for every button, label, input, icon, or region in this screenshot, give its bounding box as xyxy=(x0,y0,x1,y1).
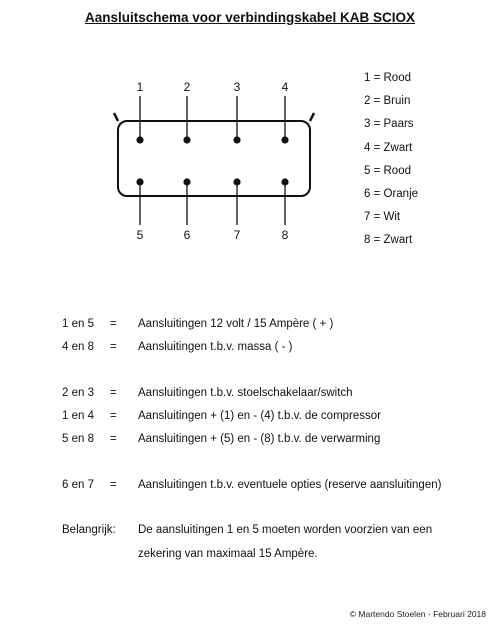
pin-dot-bottom xyxy=(281,178,288,185)
pin-dot-top xyxy=(281,136,288,143)
pin-number-top: 1 xyxy=(136,80,144,94)
equals-sign: = xyxy=(110,341,117,353)
connection-pins: 2 en 3 xyxy=(62,387,94,399)
legend-item: 7 = Wit xyxy=(364,211,401,224)
pin-number-bottom: 8 xyxy=(281,228,289,242)
pin-number-bottom: 5 xyxy=(136,228,144,242)
pin-number-top: 4 xyxy=(281,80,289,94)
color-legend xyxy=(364,71,418,257)
equals-sign: = xyxy=(110,479,117,491)
pin-dot-bottom xyxy=(183,178,190,185)
pin-dot-bottom xyxy=(233,178,240,185)
equals-sign: = xyxy=(110,318,117,330)
legend-item: 6 = Oranje xyxy=(364,187,419,200)
connection-description: Aansluitingen t.b.v. eventuele opties (reserve aansluitingen) xyxy=(138,479,442,491)
legend-item: 2 = Bruin xyxy=(364,95,411,108)
pin-dot-top xyxy=(183,136,190,143)
connection-description: Aansluitingen t.b.v. massa ( - ) xyxy=(138,341,293,353)
legend-item: 8 = Zwart xyxy=(364,234,413,247)
connection-pins: 6 en 7 xyxy=(62,479,94,491)
connector-body xyxy=(118,121,310,196)
pin-number-top: 2 xyxy=(183,80,191,94)
connection-pins: 4 en 8 xyxy=(62,341,94,353)
pin-number-bottom: 7 xyxy=(233,228,241,242)
page-title: Aansluitschema voor verbindingskabel KAB SCIOX xyxy=(84,10,416,25)
equals-sign: = xyxy=(110,387,117,399)
note-line-2: zekering van maximaal 15 Ampère. xyxy=(138,548,318,560)
connector-tab-left xyxy=(114,113,118,121)
connection-pins: 1 en 4 xyxy=(62,410,94,422)
connection-description: Aansluitingen + (1) en - (4) t.b.v. de compressor xyxy=(138,410,381,422)
pin-number-top: 3 xyxy=(233,80,241,94)
legend-item: 4 = Zwart xyxy=(364,141,413,154)
pin-dot-bottom xyxy=(136,178,143,185)
connector-tab-right xyxy=(310,113,314,121)
legend-item: 3 = Paars xyxy=(364,118,414,131)
legend-item: 5 = Rood xyxy=(364,164,411,177)
pin-number-bottom: 6 xyxy=(183,228,191,242)
note-label: Belangrijk: xyxy=(62,524,116,536)
connector-diagram xyxy=(0,0,500,300)
copyright-footer: © Martendo Stoelen - Februari 2018 xyxy=(349,609,486,619)
connection-description: Aansluitingen 12 volt / 15 Ampère ( + ) xyxy=(138,318,334,330)
note-line-1: De aansluitingen 1 en 5 moeten worden voorzien van een xyxy=(138,524,433,536)
connection-description: Aansluitingen + (5) en - (8) t.b.v. de verwarming xyxy=(138,433,381,445)
pin-dot-top xyxy=(136,136,143,143)
equals-sign: = xyxy=(110,410,117,422)
connection-pins: 5 en 8 xyxy=(62,433,94,445)
pin-dot-top xyxy=(233,136,240,143)
connection-description: Aansluitingen t.b.v. stoelschakelaar/switch xyxy=(138,387,353,399)
connection-pins: 1 en 5 xyxy=(62,318,94,330)
legend-item: 1 = Rood xyxy=(364,72,411,84)
equals-sign: = xyxy=(110,433,117,445)
